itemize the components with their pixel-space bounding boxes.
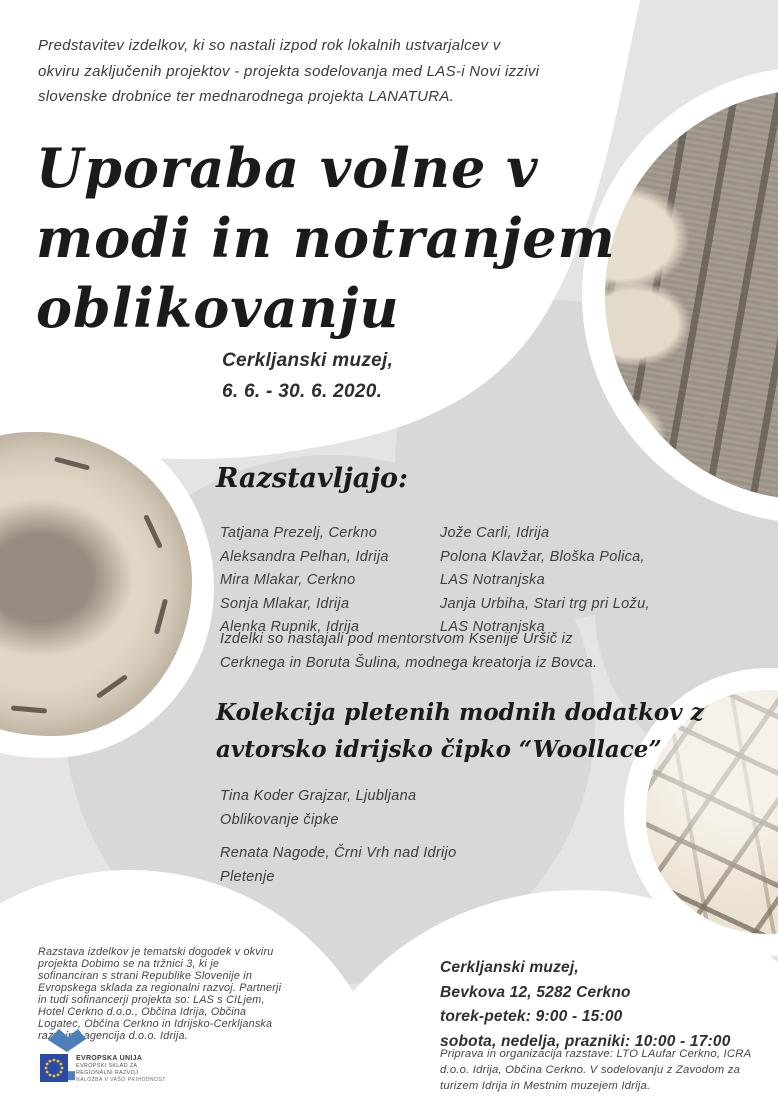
- exhibitor-name: LAS Notranjska: [440, 619, 545, 635]
- eu-logo-text: [76, 1055, 166, 1084]
- funding-line: Hotel Cerkno d.o.o., Občina Idrija, Občina: [38, 1006, 247, 1018]
- venue-and-dates: [222, 345, 393, 407]
- venue-bottom-line: torek-petek: 9:00 - 15:00: [440, 1008, 623, 1025]
- stitch-mark: [54, 456, 90, 470]
- venue-line: 6. 6. - 30. 6. 2020.: [222, 381, 383, 402]
- venue-address-hours: [440, 956, 731, 1054]
- venue-line: Cerkljanski muzej,: [222, 350, 394, 371]
- stitch-mark: [143, 514, 163, 549]
- exhibitor-name: Mira Mlakar, Cerkno: [220, 572, 356, 588]
- stitch-mark: [154, 598, 168, 634]
- intro-line: okviru zaključenih projektov - projekta sodelovanja med LAS-i Novi izzivi: [38, 62, 540, 80]
- organization-line: turizem Idrija in Mestnim muzejem Idrija.: [440, 1080, 651, 1092]
- eu-logo-line: REGIONALNI RAZVOJ: [76, 1069, 139, 1076]
- designer-role: Pletenje: [220, 869, 275, 885]
- title-line: Uporaba volne v: [36, 136, 539, 200]
- stitch-mark: [96, 674, 128, 699]
- mentor-paragraph: [220, 627, 597, 675]
- eu-funding-logo: [40, 1044, 260, 1100]
- title-line: oblikovanju: [36, 276, 400, 340]
- organization-paragraph: [440, 1046, 751, 1094]
- intro-line: Predstavitev izdelkov, ki so nastali izpod rok lokalnih ustvarjalcev v: [38, 37, 501, 54]
- exhibitor-name: Alenka Rupnik, Idrija: [220, 619, 360, 635]
- collection-heading-line: avtorsko idrijsko čipko “Woollace”: [216, 736, 662, 763]
- collection-heading-line: Kolekcija pletenih modnih dodatkov z: [216, 699, 704, 726]
- designer-name: Renata Nagode, Črni Vrh nad Idrijo: [220, 845, 457, 861]
- designer-block: [220, 841, 456, 889]
- exhibitor-name: Tatjana Prezelj, Cerkno: [220, 525, 378, 541]
- exhibitor-name: Sonja Mlakar, Idrija: [220, 595, 350, 612]
- eu-flag-icon: [40, 1054, 68, 1082]
- funding-line: projekta Dobimo se na tržnici 3, ki je: [38, 958, 220, 970]
- organization-line: Priprava in organizacija razstave: LTO LAufar Cerkno, ICRA: [440, 1048, 752, 1060]
- exhibitors-heading: Razstavljajo:: [216, 463, 409, 494]
- exhibitors-column-left: [220, 522, 389, 640]
- exhibitors-column-right: [440, 522, 650, 640]
- funding-line: Logatec, Občina Cerkno in Idrijsko-Cerkljanska: [38, 1018, 273, 1030]
- exhibitor-name: Jože Carli, Idrija: [440, 525, 550, 541]
- funding-line: Evropskega sklada za regionalni razvoj. Partnerji: [38, 982, 282, 994]
- venue-bottom-line: Cerkljanski muzej,: [440, 959, 579, 976]
- designer-block: [220, 784, 416, 832]
- intro-paragraph: [38, 33, 539, 110]
- venue-bottom-line: sobota, nedelja, prazniki: 10:00 - 17:00: [440, 1032, 731, 1050]
- poster-title: [36, 133, 616, 343]
- funding-line: in tudi sofinancerji projekta so: LAS s CILjem,: [38, 994, 265, 1006]
- collection-heading: [216, 694, 704, 768]
- eu-logo-line: EVROPSKA UNIJA: [76, 1055, 143, 1062]
- exhibitor-name: Aleksandra Pelhan, Idrija: [220, 548, 389, 565]
- funding-line: razvojna agencija d.o.o. Idrija.: [38, 1030, 188, 1042]
- exhibitor-name: LAS Notranjska: [440, 572, 545, 588]
- organization-line: d.o.o. Idrija, Občina Cerkno. V sodelovanju z Zavodom za: [440, 1064, 741, 1076]
- exhibitor-name: Janja Urbiha, Stari trg pri Ložu,: [440, 595, 650, 612]
- stitch-mark: [11, 705, 47, 713]
- title-line: modi in notranjem: [36, 206, 616, 270]
- designer-name: Tina Koder Grajzar, Ljubljana: [220, 788, 417, 804]
- venue-bottom-line: Bevkova 12, 5282 Cerkno: [440, 983, 631, 1001]
- mentor-line: Cerknega in Boruta Šulina, modnega kreatorja iz Bovca.: [220, 655, 598, 671]
- intro-line: slovenske drobnice ter mednarodnega projekta LANATURA.: [38, 88, 455, 105]
- eu-logo-line: NALOŽBA V VAŠO PRIHODNOST: [76, 1077, 166, 1083]
- funding-line: sofinanciran s strani Republike Slovenije in: [38, 970, 253, 982]
- mentor-line: Izdelki so nastajali pod mentorstvom Ksenije Uršič iz: [220, 631, 573, 647]
- exhibitor-name: Polona Klavžar, Bloška Polica,: [440, 548, 645, 565]
- eu-logo-line: EVROPSKI SKLAD ZA: [76, 1063, 138, 1069]
- funding-line: Razstava izdelkov je tematski dogodek v okviru: [38, 946, 274, 958]
- designer-role: Oblikovanje čipke: [220, 812, 339, 828]
